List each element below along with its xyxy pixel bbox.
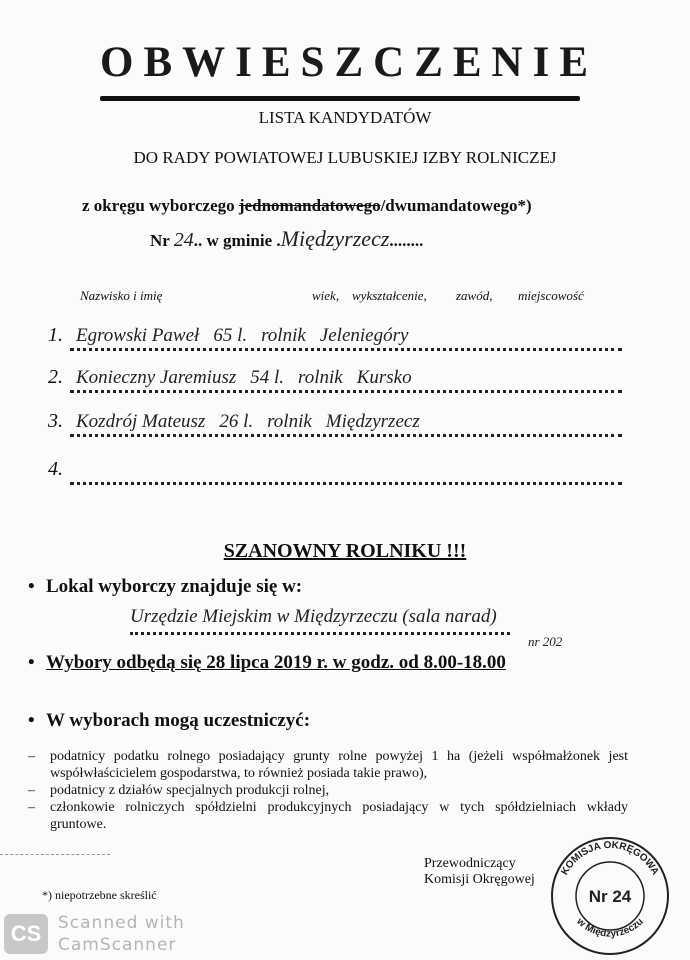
council-heading: DO RADY POWIATOWEJ LUBUSKIEJ IZBY ROLNICZEJ bbox=[133, 148, 557, 167]
eligible-bullet bbox=[28, 710, 310, 732]
candidate-place: Międzyrzecz bbox=[325, 411, 420, 432]
title-underline bbox=[100, 96, 580, 101]
gmina-dots: ........ bbox=[389, 231, 424, 250]
column-occupation: zawód, bbox=[456, 288, 493, 303]
candidate-age: 65 l. bbox=[213, 325, 248, 346]
bullet-icon: • bbox=[28, 576, 35, 597]
eligible-item bbox=[28, 799, 628, 833]
candidate-row-empty bbox=[48, 452, 622, 486]
signature-block bbox=[424, 856, 535, 888]
candidate-number: 2. bbox=[48, 366, 63, 388]
eligible-item bbox=[28, 748, 628, 782]
eligible-label: W wyborach mogą uczestniczyć: bbox=[46, 710, 311, 731]
camscanner-watermark bbox=[58, 912, 185, 956]
bullet-icon: • bbox=[28, 652, 35, 673]
location-label: Lokal wyborczy znajduje się w: bbox=[46, 576, 303, 597]
camscanner-logo-icon: CS bbox=[4, 914, 48, 954]
district-struck-option: jednomandatowego bbox=[238, 196, 381, 215]
column-place: miejscowość bbox=[518, 288, 584, 303]
district-line bbox=[82, 196, 532, 216]
nr-value: 24 bbox=[173, 229, 194, 251]
eligible-text: podatnicy podatku rolnego posiadający grunty rolne powyżej 1 ha (jeżeli współmałżonek jest współwłaścicielem gospodarstwa, to również posiada takie prawo), bbox=[50, 749, 628, 781]
candidate-occupation: rolnik bbox=[261, 325, 306, 346]
column-name: Nazwisko i imię bbox=[80, 288, 163, 303]
candidate-name: Kozdrój Mateusz bbox=[76, 411, 206, 432]
district-number-line bbox=[150, 226, 423, 252]
column-age: wiek, bbox=[312, 288, 340, 303]
dash-icon: – bbox=[28, 783, 35, 798]
stamp-text-bottom: w Międzyrzeczu bbox=[574, 916, 646, 940]
date-bullet bbox=[28, 652, 506, 674]
candidate-number: 1. bbox=[48, 324, 63, 346]
eligible-text: podatnicy z działów specjalnych produkcji rolnej, bbox=[50, 783, 330, 798]
candidate-age: 26 l. bbox=[219, 411, 254, 432]
gmina-label: w gminie . bbox=[202, 231, 281, 250]
candidate-number: 3. bbox=[48, 410, 63, 432]
svg-text:KOMISJA OKRĘGOWA bbox=[559, 840, 660, 877]
column-education: wykształcenie, bbox=[352, 288, 427, 303]
candidate-row bbox=[48, 404, 622, 438]
greeting-heading: SZANOWNY ROLNIKU !!! bbox=[223, 540, 467, 562]
location-bullet bbox=[28, 576, 302, 598]
candidate-occupation: rolnik bbox=[267, 411, 312, 432]
candidate-occupation: rolnik bbox=[298, 367, 343, 388]
document-title: OBWIESZCZENIE bbox=[100, 39, 599, 86]
dash-icon: – bbox=[28, 800, 35, 815]
district-suffix: /dwumandatowego*) bbox=[380, 196, 532, 215]
district-prefix: z okręgu wyborczego bbox=[82, 196, 239, 215]
document-subtitle: LISTA KANDYDATÓW bbox=[258, 108, 432, 127]
candidate-name: Konieczny Jaremiusz bbox=[76, 367, 237, 388]
eligible-item bbox=[28, 782, 628, 799]
watermark-line2: CamScanner bbox=[58, 935, 177, 955]
candidate-row bbox=[48, 360, 622, 394]
official-stamp-icon bbox=[548, 834, 672, 958]
stamp-center: Nr 24 bbox=[588, 887, 632, 906]
candidate-name: Egrowski Paweł bbox=[76, 325, 200, 346]
signature-title-line2: Komisji Okręgowej bbox=[424, 872, 535, 887]
eligible-list bbox=[28, 748, 628, 833]
stamp-text-top: KOMISJA OKRĘGOWA bbox=[559, 839, 661, 878]
watermark-line1: Scanned with bbox=[58, 913, 185, 933]
footnote: *) niepotrzebne skreślić bbox=[42, 888, 157, 902]
dash-icon: – bbox=[28, 749, 35, 764]
footnote-divider bbox=[0, 854, 110, 855]
eligible-text: członkowie rolniczych spółdzielni produkcyjnych posiadający w tych spółdzielniach wkłady gruntowe. bbox=[50, 800, 628, 832]
gmina-value: Międzyrzecz bbox=[280, 226, 390, 251]
election-date: Wybory odbędą się 28 lipca 2019 r. w godz. od 8.00-18.00 bbox=[46, 652, 506, 673]
location-room: nr 202 bbox=[528, 634, 563, 649]
location-value: Urzędzie Miejskim w Międzyrzeczu (sala narad) bbox=[130, 606, 497, 627]
candidate-number: 4. bbox=[48, 458, 63, 480]
nr-dots: .. bbox=[193, 231, 203, 250]
bullet-icon: • bbox=[28, 710, 35, 731]
candidate-place: Kursko bbox=[356, 367, 412, 388]
signature-title-line1: Przewodniczący bbox=[424, 856, 516, 871]
nr-label: Nr bbox=[150, 231, 174, 250]
candidate-place: Jeleniegóry bbox=[319, 325, 409, 346]
candidate-row bbox=[48, 318, 622, 352]
candidate-age: 54 l. bbox=[250, 367, 285, 388]
